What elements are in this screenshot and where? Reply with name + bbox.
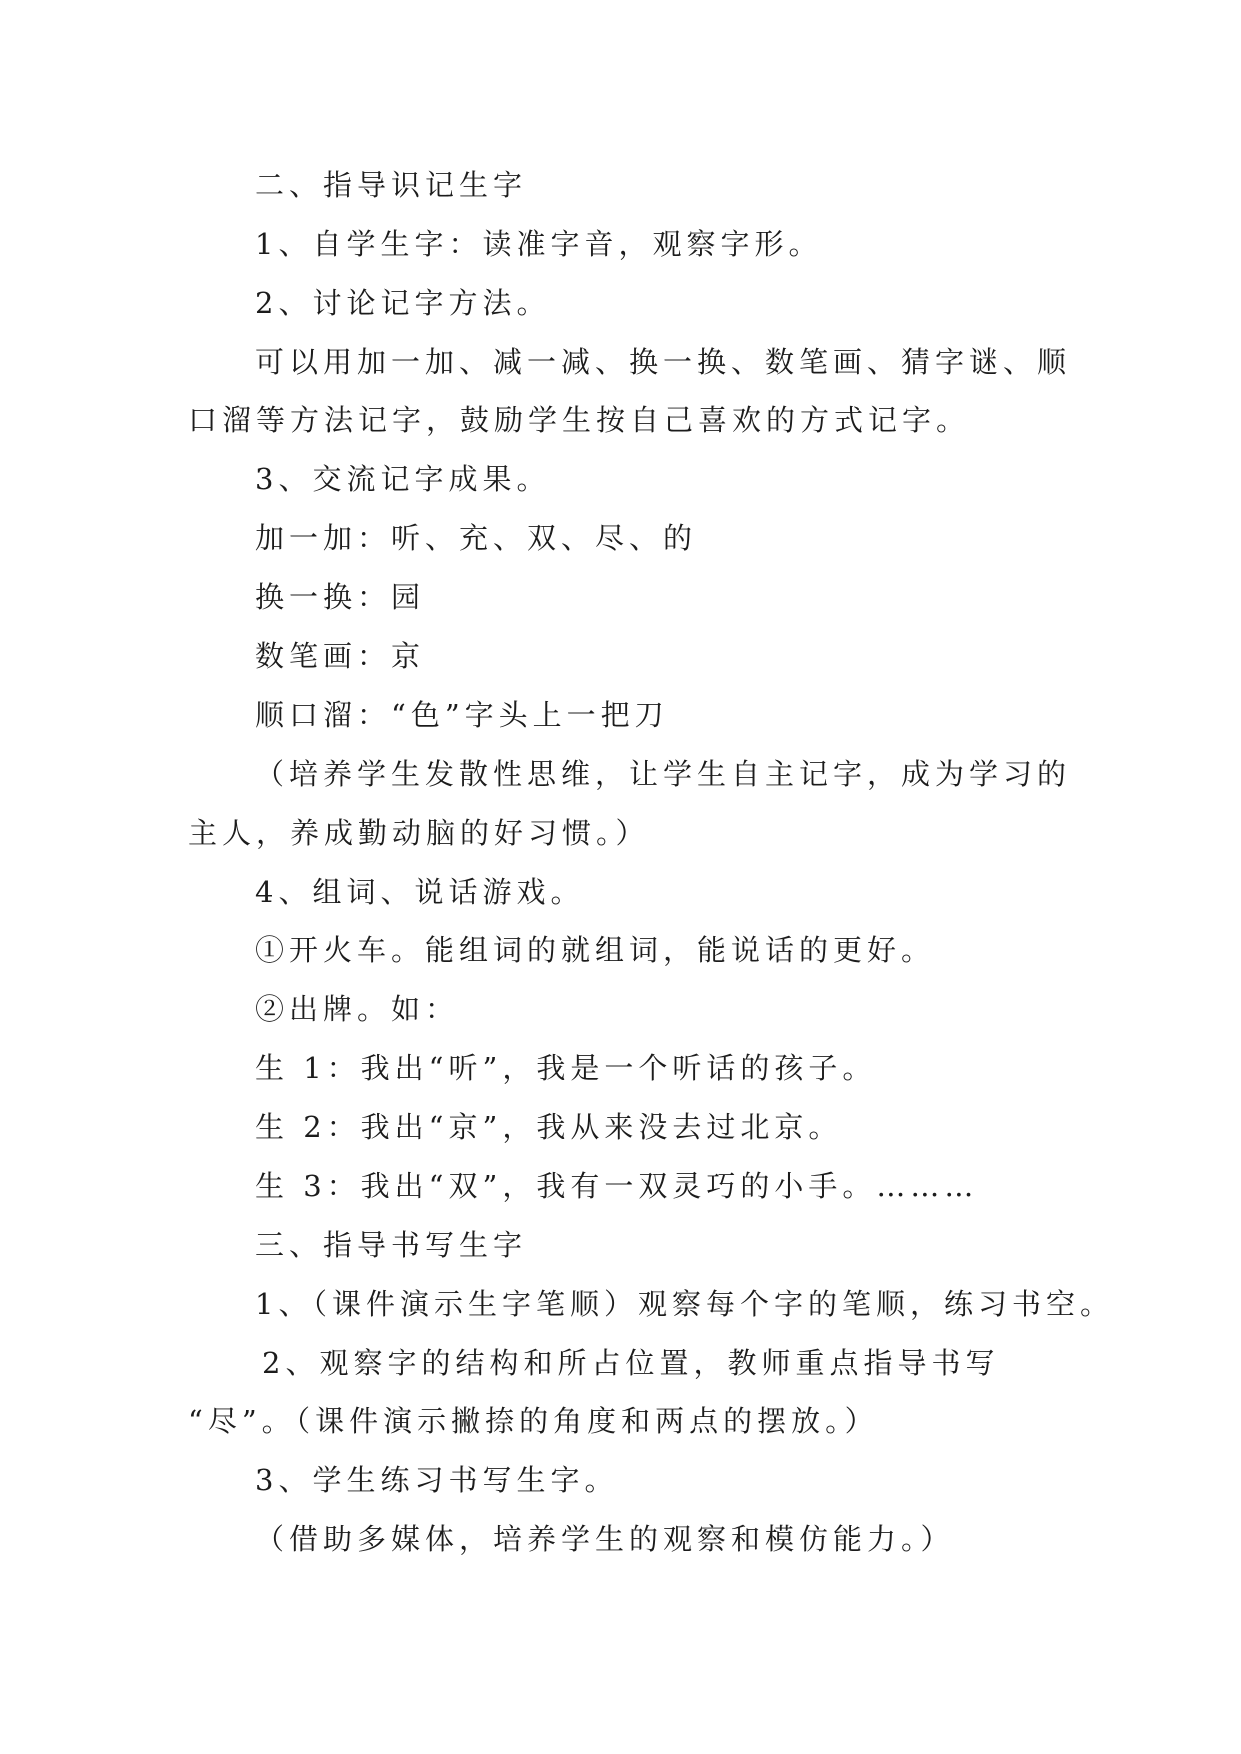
paragraph-line: 3、交流记字成果。 [255, 462, 551, 496]
paragraph-line: 3、学生练习书写生字。 [255, 1463, 619, 1497]
paragraph-line: 1、自学生字：读准字音，观察字形。 [255, 227, 823, 261]
paragraph-line: 顺口溜：“色”字头上一把刀 [255, 698, 669, 732]
paragraph-line: 加一加：听、充、双、尽、的 [255, 521, 698, 555]
section-heading: 二、指导识记生字 [255, 168, 528, 202]
paragraph-line: 生 3：我出“双”，我有一双灵巧的小手。……… [255, 1169, 979, 1203]
paragraph-line: 生 2：我出“京”，我从来没去过北京。 [255, 1110, 843, 1144]
paragraph-line: 主人，养成勤动脑的好习惯。） [188, 816, 650, 850]
paragraph-line: “尽”。（课件演示撇捺的角度和两点的摆放。） [188, 1404, 879, 1438]
paragraph-line: 2、讨论记字方法。 [255, 286, 551, 320]
paragraph-line: （借助多媒体，培养学生的观察和模仿能力。） [255, 1522, 955, 1556]
paragraph-line: 数笔画：京 [255, 639, 426, 673]
paragraph-line: 1、（课件演示生字笔顺）观察每个字的笔顺，练习书空。 [255, 1287, 1114, 1321]
paragraph-line: 生 1：我出“听”，我是一个听话的孩子。 [255, 1051, 877, 1085]
paragraph-line: 可以用加一加、减一减、换一换、数笔画、猜字谜、顺 [255, 345, 1072, 379]
paragraph-line: ①开火车。能组词的就组词，能说话的更好。 [255, 933, 936, 967]
paragraph-line: 2、观察字的结构和所占位置，教师重点指导书写 [262, 1346, 1000, 1380]
paragraph-line: 换一换：园 [255, 580, 426, 614]
paragraph-line: ②出牌。如： [255, 992, 460, 1026]
section-heading: 三、指导书写生字 [255, 1228, 528, 1262]
paragraph-line: （培养学生发散性思维，让学生自主记字，成为学习的 [255, 757, 1072, 791]
paragraph-line: 4、组词、说话游戏。 [255, 875, 585, 909]
paragraph-line: 口溜等方法记字，鼓励学生按自己喜欢的方式记字。 [188, 403, 971, 437]
